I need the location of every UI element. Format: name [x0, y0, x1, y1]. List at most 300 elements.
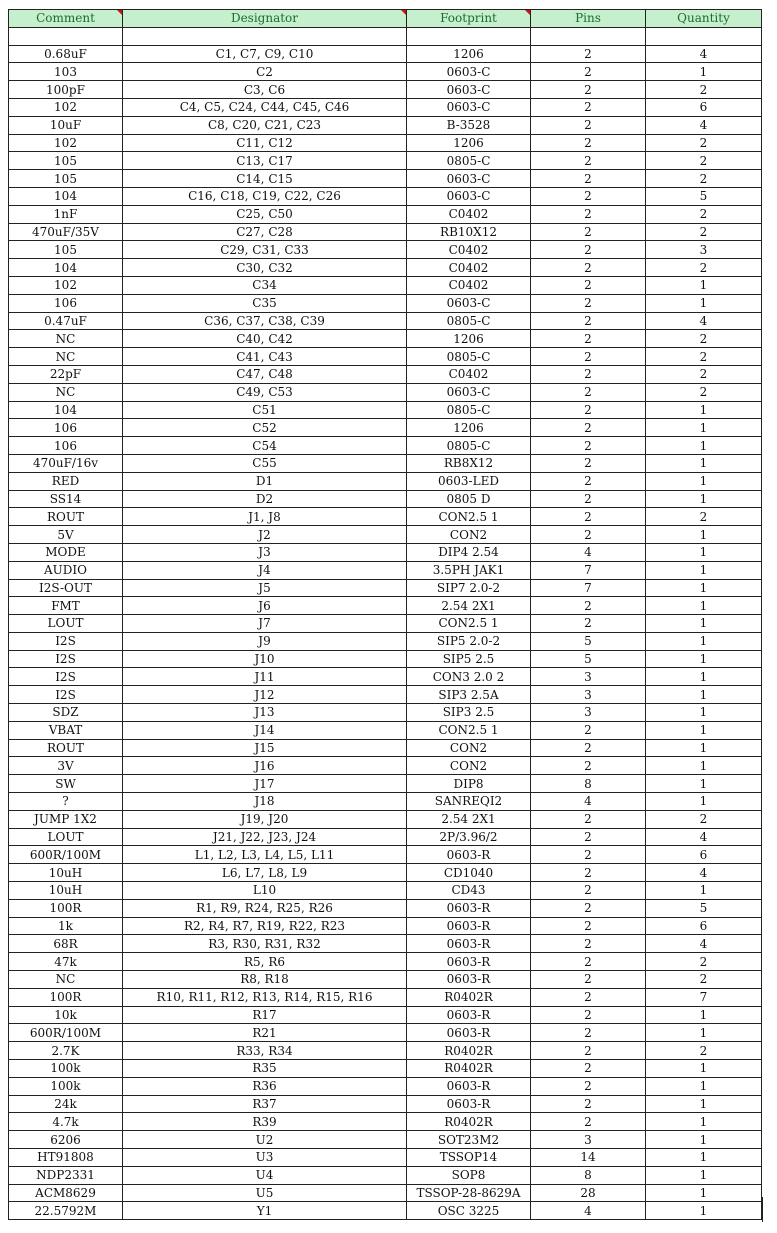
- pins-cell[interactable]: 2: [531, 454, 646, 472]
- quantity-cell[interactable]: 2: [646, 971, 762, 989]
- designator-cell[interactable]: J10: [123, 650, 407, 668]
- quantity-cell[interactable]: 1: [646, 454, 762, 472]
- pins-cell[interactable]: 2: [531, 223, 646, 241]
- comment-cell[interactable]: 6206: [9, 1131, 123, 1149]
- designator-cell[interactable]: C35: [123, 294, 407, 312]
- quantity-cell[interactable]: 1: [646, 668, 762, 686]
- footprint-cell[interactable]: 1206: [407, 419, 531, 437]
- designator-cell[interactable]: Y1: [123, 1202, 407, 1220]
- pins-cell[interactable]: 2: [531, 615, 646, 633]
- pins-cell[interactable]: 2: [531, 81, 646, 99]
- quantity-cell[interactable]: 1: [646, 615, 762, 633]
- pins-cell[interactable]: 3: [531, 704, 646, 722]
- comment-cell[interactable]: 24k: [9, 1095, 123, 1113]
- quantity-cell[interactable]: 2: [646, 223, 762, 241]
- designator-cell[interactable]: L10: [123, 882, 407, 900]
- comment-cell[interactable]: 106: [9, 419, 123, 437]
- comment-cell[interactable]: LOUT: [9, 615, 123, 633]
- designator-cell[interactable]: C49, C53: [123, 383, 407, 401]
- designator-cell[interactable]: C30, C32: [123, 259, 407, 277]
- designator-cell[interactable]: U3: [123, 1149, 407, 1167]
- designator-cell[interactable]: C29, C31, C33: [123, 241, 407, 259]
- pins-cell[interactable]: 2: [531, 259, 646, 277]
- quantity-cell[interactable]: 1: [646, 739, 762, 757]
- comment-cell[interactable]: RED: [9, 472, 123, 490]
- designator-cell[interactable]: J4: [123, 561, 407, 579]
- designator-cell[interactable]: R10, R11, R12, R13, R14, R15, R16: [123, 988, 407, 1006]
- designator-cell[interactable]: J7: [123, 615, 407, 633]
- quantity-cell[interactable]: 1: [646, 419, 762, 437]
- pins-cell[interactable]: 2: [531, 1042, 646, 1060]
- pins-cell[interactable]: 3: [531, 1131, 646, 1149]
- pins-cell[interactable]: 28: [531, 1184, 646, 1202]
- quantity-cell[interactable]: 2: [646, 508, 762, 526]
- quantity-cell[interactable]: 1: [646, 1149, 762, 1167]
- pins-cell[interactable]: 2: [531, 187, 646, 205]
- footprint-cell[interactable]: 0603-R: [407, 1006, 531, 1024]
- comment-cell[interactable]: 22.5792M: [9, 1202, 123, 1220]
- pins-cell[interactable]: 2: [531, 437, 646, 455]
- comment-cell[interactable]: 1nF: [9, 205, 123, 223]
- footprint-cell[interactable]: CON2: [407, 757, 531, 775]
- designator-cell[interactable]: J15: [123, 739, 407, 757]
- footprint-cell[interactable]: TSSOP14: [407, 1149, 531, 1167]
- comment-cell[interactable]: 10uH: [9, 864, 123, 882]
- designator-cell[interactable]: R8, R18: [123, 971, 407, 989]
- quantity-cell[interactable]: 4: [646, 828, 762, 846]
- quantity-cell[interactable]: 1: [646, 793, 762, 811]
- footprint-cell[interactable]: 0603-R: [407, 953, 531, 971]
- designator-cell[interactable]: C13, C17: [123, 152, 407, 170]
- quantity-cell[interactable]: 1: [646, 721, 762, 739]
- designator-cell[interactable]: C4, C5, C24, C44, C45, C46: [123, 98, 407, 116]
- designator-cell[interactable]: J21, J22, J23, J24: [123, 828, 407, 846]
- designator-cell[interactable]: J19, J20: [123, 810, 407, 828]
- quantity-cell[interactable]: 6: [646, 846, 762, 864]
- header-designator[interactable]: Designator: [123, 10, 407, 28]
- designator-cell[interactable]: J1, J8: [123, 508, 407, 526]
- pins-cell[interactable]: 4: [531, 1202, 646, 1220]
- footprint-cell[interactable]: CD43: [407, 882, 531, 900]
- quantity-cell[interactable]: 2: [646, 259, 762, 277]
- table-cell[interactable]: [9, 27, 123, 45]
- footprint-cell[interactable]: CON2.5 1: [407, 721, 531, 739]
- designator-cell[interactable]: J13: [123, 704, 407, 722]
- designator-cell[interactable]: J18: [123, 793, 407, 811]
- designator-cell[interactable]: U4: [123, 1166, 407, 1184]
- comment-cell[interactable]: ?: [9, 793, 123, 811]
- table-cell[interactable]: [123, 27, 407, 45]
- comment-cell[interactable]: 5V: [9, 526, 123, 544]
- quantity-cell[interactable]: 1: [646, 632, 762, 650]
- comment-cell[interactable]: NDP2331: [9, 1166, 123, 1184]
- footprint-cell[interactable]: 0603-C: [407, 63, 531, 81]
- designator-cell[interactable]: J3: [123, 543, 407, 561]
- comment-cell[interactable]: 105: [9, 152, 123, 170]
- designator-cell[interactable]: U2: [123, 1131, 407, 1149]
- quantity-cell[interactable]: 1: [646, 294, 762, 312]
- quantity-cell[interactable]: 1: [646, 437, 762, 455]
- quantity-cell[interactable]: 1: [646, 1095, 762, 1113]
- footprint-cell[interactable]: 2P/3.96/2: [407, 828, 531, 846]
- pins-cell[interactable]: 2: [531, 935, 646, 953]
- comment-cell[interactable]: 0.47uF: [9, 312, 123, 330]
- designator-cell[interactable]: R33, R34: [123, 1042, 407, 1060]
- designator-cell[interactable]: D2: [123, 490, 407, 508]
- pins-cell[interactable]: 2: [531, 597, 646, 615]
- quantity-cell[interactable]: 1: [646, 882, 762, 900]
- designator-cell[interactable]: J6: [123, 597, 407, 615]
- header-comment[interactable]: Comment: [9, 10, 123, 28]
- quantity-cell[interactable]: 1: [646, 490, 762, 508]
- comment-cell[interactable]: I2S: [9, 668, 123, 686]
- pins-cell[interactable]: 2: [531, 828, 646, 846]
- footprint-cell[interactable]: 0603-LED: [407, 472, 531, 490]
- quantity-cell[interactable]: 2: [646, 152, 762, 170]
- designator-cell[interactable]: L1, L2, L3, L4, L5, L11: [123, 846, 407, 864]
- pins-cell[interactable]: 2: [531, 1095, 646, 1113]
- quantity-cell[interactable]: 1: [646, 775, 762, 793]
- comment-cell[interactable]: 100pF: [9, 81, 123, 99]
- pins-cell[interactable]: 2: [531, 1077, 646, 1095]
- comment-cell[interactable]: NC: [9, 330, 123, 348]
- comment-cell[interactable]: 100R: [9, 988, 123, 1006]
- quantity-cell[interactable]: 1: [646, 704, 762, 722]
- quantity-cell[interactable]: 6: [646, 98, 762, 116]
- footprint-cell[interactable]: SIP3 2.5A: [407, 686, 531, 704]
- comment-cell[interactable]: 600R/100M: [9, 1024, 123, 1042]
- quantity-cell[interactable]: 2: [646, 134, 762, 152]
- pins-cell[interactable]: 2: [531, 810, 646, 828]
- quantity-cell[interactable]: 2: [646, 170, 762, 188]
- pins-cell[interactable]: 5: [531, 632, 646, 650]
- pins-cell[interactable]: 2: [531, 241, 646, 259]
- quantity-cell[interactable]: 1: [646, 276, 762, 294]
- pins-cell[interactable]: 8: [531, 1166, 646, 1184]
- comment-cell[interactable]: 470uF/35V: [9, 223, 123, 241]
- comment-cell[interactable]: 102: [9, 134, 123, 152]
- quantity-cell[interactable]: 1: [646, 1077, 762, 1095]
- comment-cell[interactable]: 22pF: [9, 365, 123, 383]
- comment-cell[interactable]: SDZ: [9, 704, 123, 722]
- quantity-cell[interactable]: 1: [646, 543, 762, 561]
- pins-cell[interactable]: 2: [531, 1006, 646, 1024]
- footprint-cell[interactable]: 0603-R: [407, 1077, 531, 1095]
- designator-cell[interactable]: C8, C20, C21, C23: [123, 116, 407, 134]
- footprint-cell[interactable]: 0805 D: [407, 490, 531, 508]
- footprint-cell[interactable]: 0805-C: [407, 401, 531, 419]
- designator-cell[interactable]: R1, R9, R24, R25, R26: [123, 899, 407, 917]
- pins-cell[interactable]: 2: [531, 294, 646, 312]
- comment-cell[interactable]: I2S: [9, 650, 123, 668]
- designator-cell[interactable]: C36, C37, C38, C39: [123, 312, 407, 330]
- footprint-cell[interactable]: CON2: [407, 739, 531, 757]
- footprint-cell[interactable]: 0603-R: [407, 899, 531, 917]
- pins-cell[interactable]: 2: [531, 739, 646, 757]
- quantity-cell[interactable]: 1: [646, 597, 762, 615]
- quantity-cell[interactable]: 1: [646, 650, 762, 668]
- footprint-cell[interactable]: 0805-C: [407, 152, 531, 170]
- quantity-cell[interactable]: 4: [646, 312, 762, 330]
- comment-cell[interactable]: 10k: [9, 1006, 123, 1024]
- comment-cell[interactable]: I2S: [9, 632, 123, 650]
- quantity-cell[interactable]: 1: [646, 686, 762, 704]
- quantity-cell[interactable]: 1: [646, 526, 762, 544]
- designator-cell[interactable]: C34: [123, 276, 407, 294]
- footprint-cell[interactable]: R0402R: [407, 1060, 531, 1078]
- quantity-cell[interactable]: 1: [646, 1166, 762, 1184]
- quantity-cell[interactable]: 2: [646, 1042, 762, 1060]
- pins-cell[interactable]: 2: [531, 953, 646, 971]
- pins-cell[interactable]: 2: [531, 1024, 646, 1042]
- pins-cell[interactable]: 2: [531, 526, 646, 544]
- quantity-cell[interactable]: 1: [646, 1113, 762, 1131]
- comment-cell[interactable]: NC: [9, 348, 123, 366]
- pins-cell[interactable]: 2: [531, 882, 646, 900]
- pins-cell[interactable]: 2: [531, 419, 646, 437]
- comment-cell[interactable]: HT91808: [9, 1149, 123, 1167]
- footprint-cell[interactable]: C0402: [407, 365, 531, 383]
- pins-cell[interactable]: 7: [531, 579, 646, 597]
- comment-cell[interactable]: 106: [9, 437, 123, 455]
- pins-cell[interactable]: 2: [531, 917, 646, 935]
- footprint-cell[interactable]: DIP8: [407, 775, 531, 793]
- pins-cell[interactable]: 2: [531, 490, 646, 508]
- comment-cell[interactable]: 10uH: [9, 882, 123, 900]
- pins-cell[interactable]: 8: [531, 775, 646, 793]
- pins-cell[interactable]: 2: [531, 98, 646, 116]
- designator-cell[interactable]: R17: [123, 1006, 407, 1024]
- comment-cell[interactable]: 10uF: [9, 116, 123, 134]
- footprint-cell[interactable]: 0603-R: [407, 1095, 531, 1113]
- pins-cell[interactable]: 2: [531, 899, 646, 917]
- comment-cell[interactable]: 0.68uF: [9, 45, 123, 63]
- designator-cell[interactable]: L6, L7, L8, L9: [123, 864, 407, 882]
- pins-cell[interactable]: 2: [531, 401, 646, 419]
- designator-cell[interactable]: C11, C12: [123, 134, 407, 152]
- designator-cell[interactable]: R21: [123, 1024, 407, 1042]
- comment-cell[interactable]: 2.7K: [9, 1042, 123, 1060]
- quantity-cell[interactable]: 4: [646, 935, 762, 953]
- header-pins[interactable]: Pins: [531, 10, 646, 28]
- footprint-cell[interactable]: 0603-C: [407, 187, 531, 205]
- footprint-cell[interactable]: SIP5 2.0-2: [407, 632, 531, 650]
- comment-cell[interactable]: 470uF/16v: [9, 454, 123, 472]
- pins-cell[interactable]: 2: [531, 276, 646, 294]
- footprint-cell[interactable]: TSSOP-28-8629A: [407, 1184, 531, 1202]
- designator-cell[interactable]: J16: [123, 757, 407, 775]
- comment-cell[interactable]: 4.7k: [9, 1113, 123, 1131]
- comment-cell[interactable]: 100k: [9, 1077, 123, 1095]
- pins-cell[interactable]: 2: [531, 508, 646, 526]
- comment-cell[interactable]: 102: [9, 276, 123, 294]
- table-cell[interactable]: [407, 27, 531, 45]
- pins-cell[interactable]: 3: [531, 686, 646, 704]
- pins-cell[interactable]: 2: [531, 312, 646, 330]
- comment-cell[interactable]: I2S-OUT: [9, 579, 123, 597]
- comment-cell[interactable]: 600R/100M: [9, 846, 123, 864]
- comment-cell[interactable]: 104: [9, 401, 123, 419]
- designator-cell[interactable]: C54: [123, 437, 407, 455]
- pins-cell[interactable]: 2: [531, 757, 646, 775]
- designator-cell[interactable]: C52: [123, 419, 407, 437]
- footprint-cell[interactable]: CON2.5 1: [407, 508, 531, 526]
- footprint-cell[interactable]: 0603-C: [407, 98, 531, 116]
- designator-cell[interactable]: R2, R4, R7, R19, R22, R23: [123, 917, 407, 935]
- footprint-cell[interactable]: 2.54 2X1: [407, 597, 531, 615]
- quantity-cell[interactable]: 4: [646, 116, 762, 134]
- pins-cell[interactable]: 2: [531, 205, 646, 223]
- header-quantity[interactable]: Quantity: [646, 10, 762, 28]
- pins-cell[interactable]: 2: [531, 472, 646, 490]
- footprint-cell[interactable]: 0603-R: [407, 1024, 531, 1042]
- designator-cell[interactable]: C41, C43: [123, 348, 407, 366]
- quantity-cell[interactable]: 1: [646, 579, 762, 597]
- designator-cell[interactable]: J11: [123, 668, 407, 686]
- comment-cell[interactable]: MODE: [9, 543, 123, 561]
- designator-cell[interactable]: R36: [123, 1077, 407, 1095]
- quantity-cell[interactable]: 5: [646, 187, 762, 205]
- comment-cell[interactable]: 104: [9, 187, 123, 205]
- designator-cell[interactable]: R5, R6: [123, 953, 407, 971]
- footprint-cell[interactable]: 1206: [407, 134, 531, 152]
- footprint-cell[interactable]: CON2: [407, 526, 531, 544]
- pins-cell[interactable]: 2: [531, 1060, 646, 1078]
- designator-cell[interactable]: J9: [123, 632, 407, 650]
- designator-cell[interactable]: C27, C28: [123, 223, 407, 241]
- comment-cell[interactable]: FMT: [9, 597, 123, 615]
- comment-cell[interactable]: JUMP 1X2: [9, 810, 123, 828]
- pins-cell[interactable]: 2: [531, 63, 646, 81]
- comment-cell[interactable]: ROUT: [9, 508, 123, 526]
- footprint-cell[interactable]: R0402R: [407, 1042, 531, 1060]
- quantity-cell[interactable]: 1: [646, 1131, 762, 1149]
- designator-cell[interactable]: J12: [123, 686, 407, 704]
- pins-cell[interactable]: 4: [531, 793, 646, 811]
- comment-cell[interactable]: NC: [9, 971, 123, 989]
- designator-cell[interactable]: C2: [123, 63, 407, 81]
- designator-cell[interactable]: C25, C50: [123, 205, 407, 223]
- footprint-cell[interactable]: 1206: [407, 45, 531, 63]
- footprint-cell[interactable]: 0805-C: [407, 312, 531, 330]
- pins-cell[interactable]: 2: [531, 846, 646, 864]
- designator-cell[interactable]: C1, C7, C9, C10: [123, 45, 407, 63]
- pins-cell[interactable]: 2: [531, 1113, 646, 1131]
- footprint-cell[interactable]: SIP5 2.5: [407, 650, 531, 668]
- quantity-cell[interactable]: 1: [646, 472, 762, 490]
- footprint-cell[interactable]: CON2.5 1: [407, 615, 531, 633]
- designator-cell[interactable]: C3, C6: [123, 81, 407, 99]
- table-cell[interactable]: [646, 27, 762, 45]
- comment-cell[interactable]: ROUT: [9, 739, 123, 757]
- pins-cell[interactable]: 2: [531, 971, 646, 989]
- designator-cell[interactable]: R39: [123, 1113, 407, 1131]
- designator-cell[interactable]: C51: [123, 401, 407, 419]
- comment-cell[interactable]: ACM8629: [9, 1184, 123, 1202]
- table-cell[interactable]: [531, 27, 646, 45]
- quantity-cell[interactable]: 2: [646, 348, 762, 366]
- pins-cell[interactable]: 2: [531, 383, 646, 401]
- footprint-cell[interactable]: R0402R: [407, 1113, 531, 1131]
- comment-cell[interactable]: 100R: [9, 899, 123, 917]
- footprint-cell[interactable]: 0805-C: [407, 348, 531, 366]
- footprint-cell[interactable]: 0603-R: [407, 846, 531, 864]
- footprint-cell[interactable]: C0402: [407, 276, 531, 294]
- footprint-cell[interactable]: C0402: [407, 241, 531, 259]
- footprint-cell[interactable]: 2.54 2X1: [407, 810, 531, 828]
- footprint-cell[interactable]: SIP3 2.5: [407, 704, 531, 722]
- pins-cell[interactable]: 2: [531, 365, 646, 383]
- designator-cell[interactable]: J5: [123, 579, 407, 597]
- comment-cell[interactable]: 68R: [9, 935, 123, 953]
- quantity-cell[interactable]: 1: [646, 1060, 762, 1078]
- pins-cell[interactable]: 2: [531, 988, 646, 1006]
- quantity-cell[interactable]: 1: [646, 1024, 762, 1042]
- quantity-cell[interactable]: 5: [646, 899, 762, 917]
- footprint-cell[interactable]: 3.5PH JAK1: [407, 561, 531, 579]
- footprint-cell[interactable]: 0805-C: [407, 437, 531, 455]
- comment-cell[interactable]: SW: [9, 775, 123, 793]
- comment-cell[interactable]: 103: [9, 63, 123, 81]
- comment-cell[interactable]: NC: [9, 383, 123, 401]
- designator-cell[interactable]: C14, C15: [123, 170, 407, 188]
- designator-cell[interactable]: R3, R30, R31, R32: [123, 935, 407, 953]
- quantity-cell[interactable]: 2: [646, 810, 762, 828]
- pins-cell[interactable]: 2: [531, 721, 646, 739]
- quantity-cell[interactable]: 1: [646, 1184, 762, 1202]
- pins-cell[interactable]: 7: [531, 561, 646, 579]
- footprint-cell[interactable]: 0603-C: [407, 294, 531, 312]
- designator-cell[interactable]: D1: [123, 472, 407, 490]
- designator-cell[interactable]: U5: [123, 1184, 407, 1202]
- footprint-cell[interactable]: CON3 2.0 2: [407, 668, 531, 686]
- footprint-cell[interactable]: DIP4 2.54: [407, 543, 531, 561]
- comment-cell[interactable]: AUDIO: [9, 561, 123, 579]
- pins-cell[interactable]: 5: [531, 650, 646, 668]
- quantity-cell[interactable]: 1: [646, 757, 762, 775]
- designator-cell[interactable]: J14: [123, 721, 407, 739]
- pins-cell[interactable]: 2: [531, 330, 646, 348]
- designator-cell[interactable]: C40, C42: [123, 330, 407, 348]
- designator-cell[interactable]: C16, C18, C19, C22, C26: [123, 187, 407, 205]
- footprint-cell[interactable]: RB10X12: [407, 223, 531, 241]
- designator-cell[interactable]: R35: [123, 1060, 407, 1078]
- quantity-cell[interactable]: 2: [646, 383, 762, 401]
- quantity-cell[interactable]: 1: [646, 401, 762, 419]
- footprint-cell[interactable]: 0603-R: [407, 971, 531, 989]
- quantity-cell[interactable]: 2: [646, 330, 762, 348]
- pins-cell[interactable]: 2: [531, 134, 646, 152]
- footprint-cell[interactable]: SANREQI2: [407, 793, 531, 811]
- pins-cell[interactable]: 2: [531, 170, 646, 188]
- pins-cell[interactable]: 2: [531, 152, 646, 170]
- footprint-cell[interactable]: 0603-R: [407, 935, 531, 953]
- footprint-cell[interactable]: SIP7 2.0-2: [407, 579, 531, 597]
- quantity-cell[interactable]: 1: [646, 1006, 762, 1024]
- comment-cell[interactable]: SS14: [9, 490, 123, 508]
- pins-cell[interactable]: 2: [531, 864, 646, 882]
- quantity-cell[interactable]: 4: [646, 864, 762, 882]
- comment-cell[interactable]: 105: [9, 170, 123, 188]
- pins-cell[interactable]: 4: [531, 543, 646, 561]
- comment-cell[interactable]: 102: [9, 98, 123, 116]
- quantity-cell[interactable]: 1: [646, 1202, 762, 1220]
- quantity-cell[interactable]: 1: [646, 561, 762, 579]
- comment-cell[interactable]: LOUT: [9, 828, 123, 846]
- footprint-cell[interactable]: RB8X12: [407, 454, 531, 472]
- header-footprint[interactable]: Footprint: [407, 10, 531, 28]
- quantity-cell[interactable]: 2: [646, 205, 762, 223]
